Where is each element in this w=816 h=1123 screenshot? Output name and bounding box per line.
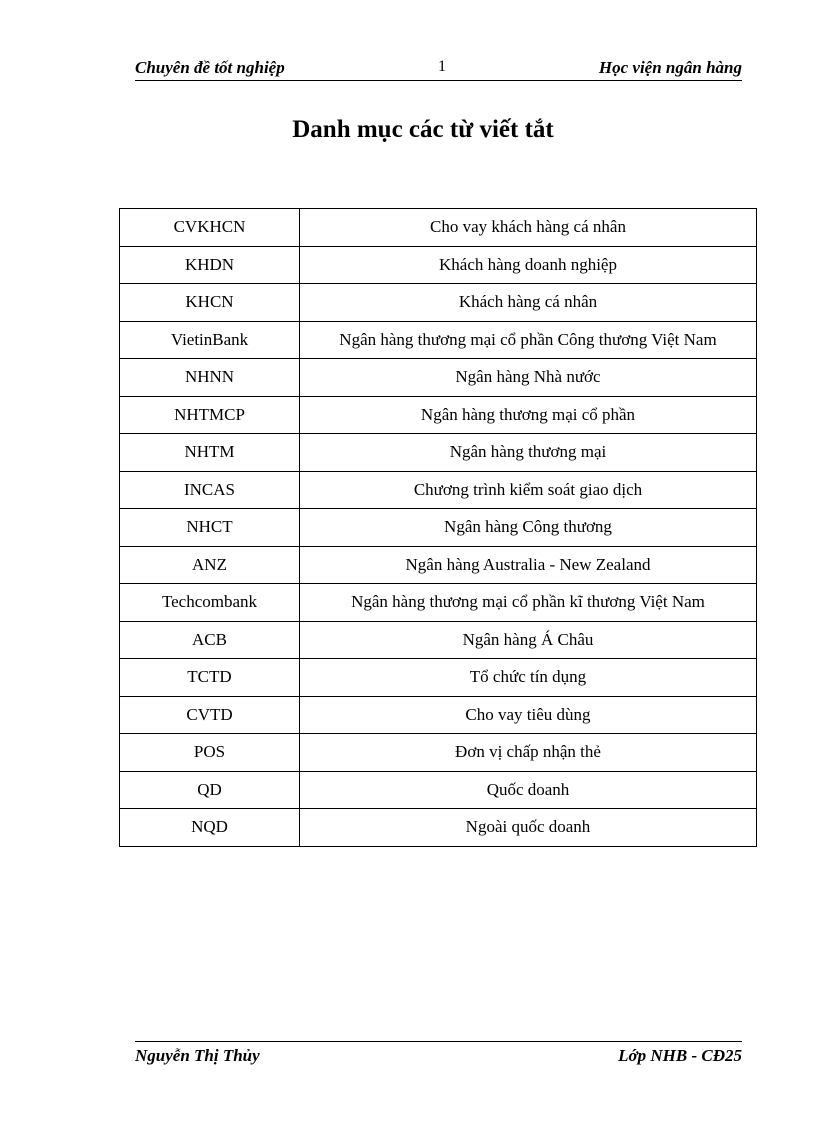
table-row <box>120 434 757 472</box>
abbreviation-code: NHNN <box>120 359 300 397</box>
table-row <box>120 584 757 622</box>
table-row <box>120 546 757 584</box>
abbreviation-meaning: Ngân hàng Australia - New Zealand <box>300 546 757 584</box>
abbreviation-meaning: Cho vay tiêu dùng <box>300 696 757 734</box>
abbreviation-code: ACB <box>120 621 300 659</box>
abbreviation-meaning: Ngân hàng thương mại cổ phần <box>300 396 757 434</box>
abbreviation-meaning: Ngân hàng thương mại <box>300 434 757 472</box>
table-row <box>120 396 757 434</box>
table-row <box>120 696 757 734</box>
table-row <box>120 209 757 247</box>
table-row <box>120 359 757 397</box>
footer-class: Lớp NHB - CĐ25 <box>618 1046 742 1065</box>
abbreviation-code: INCAS <box>120 471 300 509</box>
abbreviation-code: TCTD <box>120 659 300 697</box>
page-title: Danh mục các từ viết tắt <box>292 116 554 143</box>
abbreviation-code: Techcombank <box>120 584 300 622</box>
abbreviation-meaning: Cho vay khách hàng cá nhân <box>300 209 757 247</box>
page-number: 1 <box>438 58 446 75</box>
table-row <box>120 509 757 547</box>
abbreviation-code: NHTMCP <box>120 396 300 434</box>
abbreviation-meaning: Ngân hàng Nhà nước <box>300 359 757 397</box>
abbreviation-meaning: Ngân hàng Công thương <box>300 509 757 547</box>
footer-author: Nguyễn Thị Thủy <box>135 1046 260 1065</box>
abbreviation-code: ANZ <box>120 546 300 584</box>
table-row <box>120 659 757 697</box>
abbreviation-code: VietinBank <box>120 321 300 359</box>
abbreviation-meaning: Ngân hàng thương mại cổ phần Công thương Việt Nam <box>300 321 757 359</box>
table-row <box>120 771 757 809</box>
table-row <box>120 809 757 847</box>
abbreviation-meaning: Khách hàng doanh nghiệp <box>300 246 757 284</box>
table-row <box>120 284 757 322</box>
abbreviation-meaning: Khách hàng cá nhân <box>300 284 757 322</box>
abbreviation-code: KHDN <box>120 246 300 284</box>
abbreviation-meaning: Chương trình kiểm soát giao dịch <box>300 471 757 509</box>
table-row <box>120 246 757 284</box>
abbreviation-meaning: Ngoài quốc doanh <box>300 809 757 847</box>
abbreviation-meaning: Ngân hàng thương mại cổ phần kĩ thương Việt Nam <box>300 584 757 622</box>
header-institution-label: Học viện ngân hàng <box>598 58 742 77</box>
abbreviation-meaning: Ngân hàng Á Châu <box>300 621 757 659</box>
abbreviation-code: NQD <box>120 809 300 847</box>
abbreviation-meaning: Tổ chức tín dụng <box>300 659 757 697</box>
abbreviation-code: KHCN <box>120 284 300 322</box>
abbreviation-code: CVTD <box>120 696 300 734</box>
abbreviation-code: QD <box>120 771 300 809</box>
header-thesis-label: Chuyên đề tốt nghiệp <box>135 58 285 77</box>
table-row <box>120 471 757 509</box>
abbreviation-code: POS <box>120 734 300 772</box>
table-row <box>120 734 757 772</box>
abbreviation-code: NHTM <box>120 434 300 472</box>
abbreviation-meaning: Đơn vị chấp nhận thẻ <box>300 734 757 772</box>
abbreviation-code: NHCT <box>120 509 300 547</box>
abbreviation-meaning: Quốc doanh <box>300 771 757 809</box>
page-footer <box>135 1041 742 1068</box>
abbreviation-code: CVKHCN <box>120 209 300 247</box>
table-row <box>120 621 757 659</box>
abbreviations-table <box>119 208 757 847</box>
table-row <box>120 321 757 359</box>
page-header <box>135 58 742 81</box>
